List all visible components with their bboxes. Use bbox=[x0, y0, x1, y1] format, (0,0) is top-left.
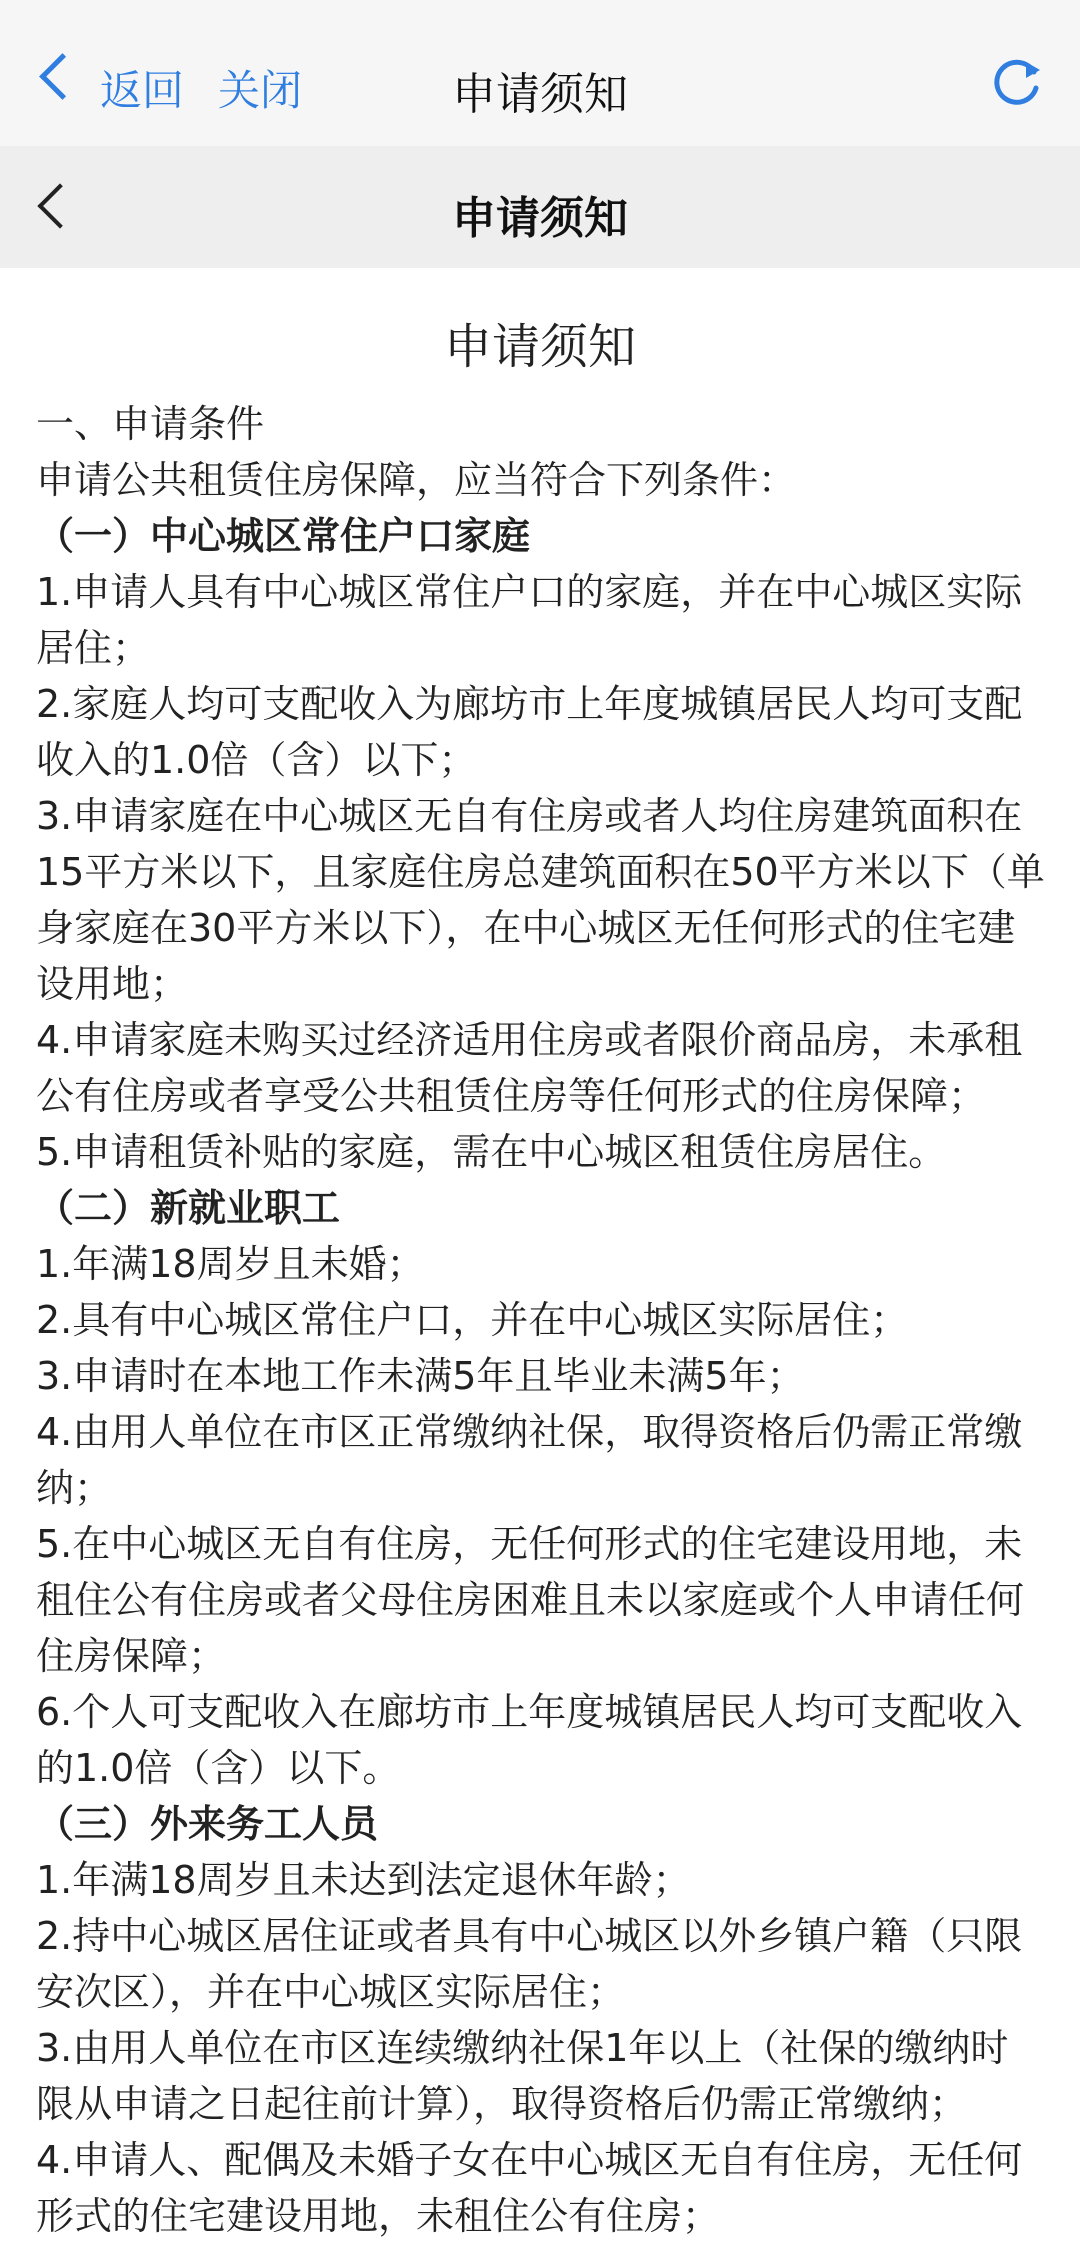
list-item: 3.申请时在本地工作未满5年且毕业未满5年； bbox=[36, 1354, 805, 1398]
list-item: 2.家庭人均可支配收入为廊坊市上年度城镇居民人均可支配收入的1.0倍（含）以下； bbox=[36, 682, 1023, 782]
list-item: 2.具有中心城区常住户口，并在中心城区实际居住； bbox=[36, 1298, 909, 1342]
window-title: 申请须知 bbox=[452, 69, 628, 120]
list-item: 5.在中心城区无自有住房，无任何形式的住宅建设用地，未租住公有住房或者父母住房困难且未以家庭或个人申请任何住房保障； bbox=[36, 1522, 1025, 1678]
list-item: 6.个人可支配收入在廊坊市上年度城镇居民人均可支配收入的1.0倍（含）以下。 bbox=[36, 1690, 1023, 1790]
document-title: 申请须知 bbox=[443, 319, 636, 375]
document-content[interactable] bbox=[0, 268, 1080, 2240]
browser-topbar bbox=[0, 0, 1080, 146]
refresh-icon[interactable] bbox=[990, 56, 1044, 110]
document-body bbox=[36, 396, 1046, 2244]
list-item: 1.申请人具有中心城区常住户口的家庭，并在中心城区实际居住； bbox=[36, 570, 1023, 670]
list-item: 3.由用人单位在市区连续缴纳社保1年以上（社保的缴纳时限从申请之日起往前计算），取得资格后仍需正常缴纳； bbox=[36, 2026, 1009, 2126]
section-heading: 一、申请条件 bbox=[36, 402, 265, 446]
paragraph: 申请公共租赁住房保障，应当符合下列条件： bbox=[36, 458, 797, 502]
list-item: 4.由用人单位在市区正常缴纳社保，取得资格后仍需正常缴纳； bbox=[36, 1410, 1023, 1510]
list-item: 5.申请租赁补贴的家庭，需在中心城区租赁住房居住。 bbox=[36, 1130, 947, 1174]
subsection-heading: （二）新就业职工 bbox=[36, 1186, 341, 1230]
close-button[interactable]: 关闭 bbox=[218, 66, 303, 115]
list-item: 4.申请人、配偶及未婚子女在中心城区无自有住房，无任何形式的住宅建设用地，未租住公有住房； bbox=[36, 2138, 1023, 2238]
page-navbar bbox=[0, 146, 1080, 268]
list-item: 4.申请家庭未购买过经济适用住房或者限价商品房，未承租公有住房或者享受公共租赁住房等任何形式的住房保障； bbox=[36, 1018, 1023, 1118]
subsection-heading: （三）外来务工人员 bbox=[36, 1802, 379, 1846]
page-title: 申请须知 bbox=[452, 193, 628, 244]
list-item: 1.年满18周岁且未婚； bbox=[36, 1242, 425, 1286]
subsection-heading: （一）中心城区常住户口家庭 bbox=[36, 514, 531, 558]
back-button[interactable]: 返回 bbox=[100, 66, 185, 115]
list-item: 2.持中心城区居住证或者具有中心城区以外乡镇户籍（只限安次区），并在中心城区实际居住； bbox=[36, 1914, 1023, 2014]
list-item: 3.申请家庭在中心城区无自有住房或者人均住房建筑面积在15平方米以下，且家庭住房总建筑面积在50平方米以下（单身家庭在30平方米以下），在中心城区无任何形式的住宅建设用地； bbox=[36, 794, 1045, 1006]
list-item: 1.年满18周岁且未达到法定退休年龄； bbox=[36, 1858, 691, 1902]
